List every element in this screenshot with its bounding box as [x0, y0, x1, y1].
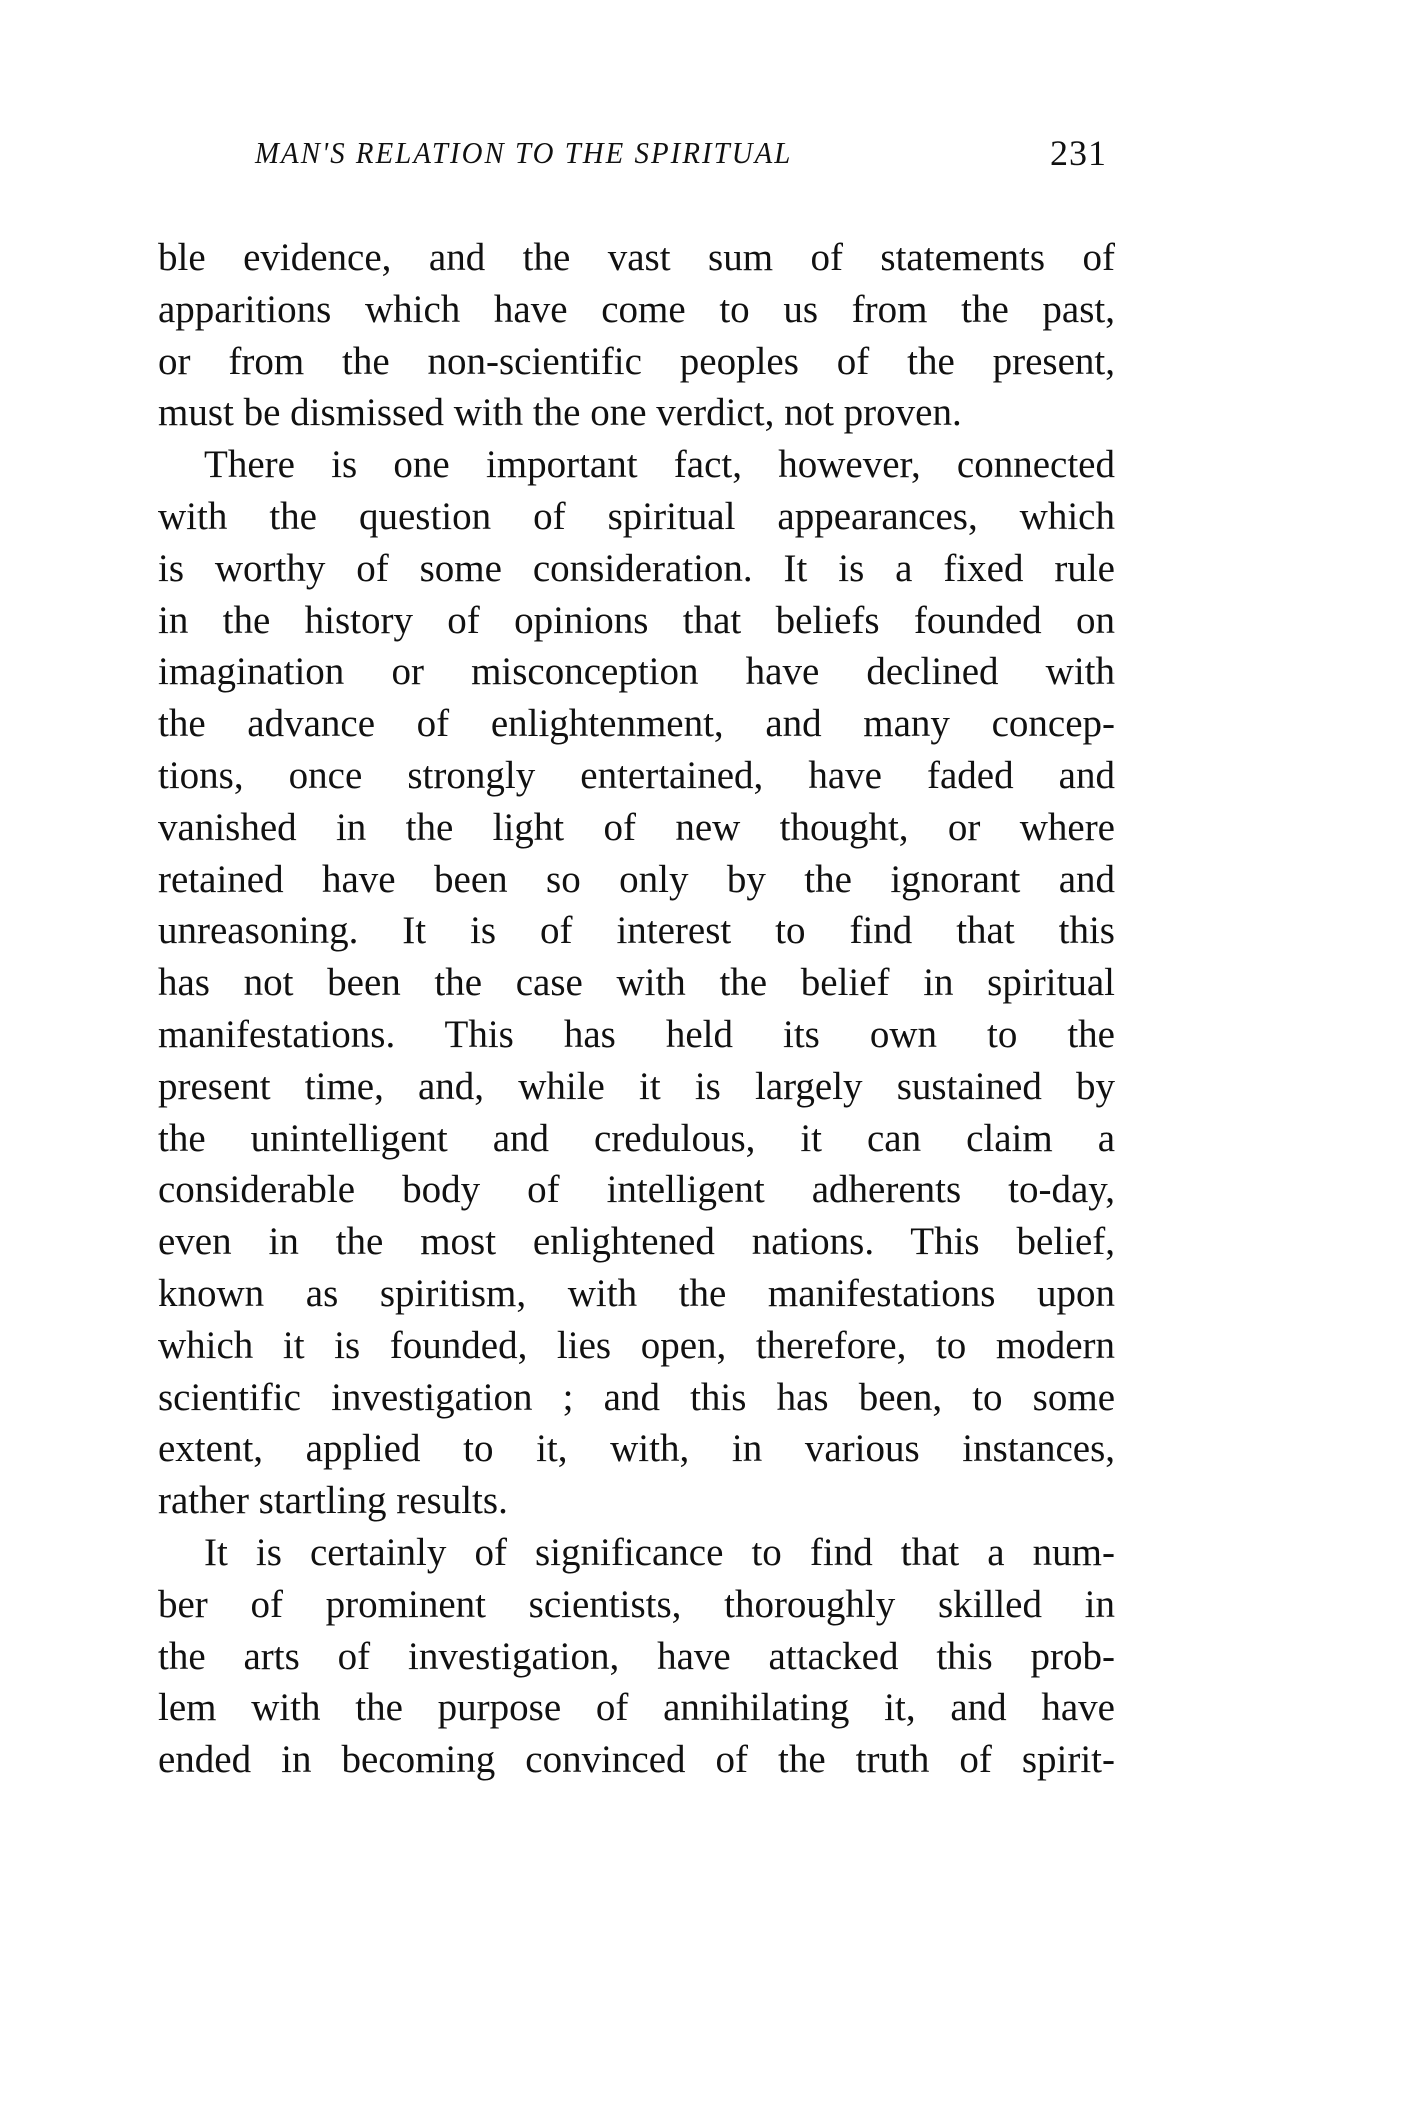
text-line: or from the non-scientific peoples of the present, — [158, 339, 1115, 383]
paragraph-1 — [158, 232, 1115, 439]
text-line: which it is founded, lies open, therefore, to modern — [158, 1323, 1115, 1367]
text-line: It is certainly of significance to find that a num- — [204, 1530, 1115, 1574]
text-line: unreasoning. It is of interest to find that this — [158, 909, 1115, 953]
paragraph-3 — [158, 1527, 1115, 1786]
running-title: MAN'S RELATION TO THE SPIRITUAL — [255, 135, 793, 170]
text-line: imagination or misconception have declined with — [158, 650, 1115, 694]
text-line: manifestations. This has held its own to the — [158, 1012, 1115, 1056]
text-line: retained have been so only by the ignorant and — [158, 857, 1115, 901]
running-head — [255, 128, 1115, 178]
text-line: the unintelligent and credulous, it can claim a — [158, 1116, 1115, 1160]
text-line: rather startling results. — [158, 1479, 508, 1523]
text-line: considerable body of intelligent adherents to-day, — [158, 1168, 1115, 1212]
body-text — [158, 232, 1115, 1786]
text-line: is worthy of some consideration. It is a fixed rule — [158, 546, 1115, 590]
text-line: vanished in the light of new thought, or where — [158, 805, 1115, 849]
text-line: lem with the purpose of annihilating it, and have — [158, 1686, 1115, 1730]
text-line: the arts of investigation, have attacked this prob- — [158, 1634, 1115, 1678]
text-line: must be dismissed with the one verdict, not proven. — [158, 391, 962, 435]
text-line: There is one important fact, however, connected — [204, 443, 1115, 487]
paragraph-2 — [158, 439, 1115, 1527]
text-line: ble evidence, and the vast sum of statements of — [158, 236, 1115, 279]
text-line: scientific investigation ; and this has been, to some — [158, 1375, 1115, 1419]
text-line: known as spiritism, with the manifestations upon — [158, 1271, 1115, 1315]
text-line: ber of prominent scientists, thoroughly skilled in — [158, 1582, 1115, 1626]
text-line: present time, and, while it is largely sustained by — [158, 1064, 1115, 1108]
page-number: 231 — [1050, 133, 1107, 173]
text-line: in the history of opinions that beliefs founded on — [158, 598, 1115, 642]
text-line: with the question of spiritual appearances, which — [158, 494, 1115, 538]
text-line: has not been the case with the belief in spiritual — [158, 961, 1115, 1005]
text-line: apparitions which have come to us from the past, — [158, 287, 1115, 331]
text-line: the advance of enlightenment, and many concep- — [158, 702, 1115, 746]
text-line: ended in becoming convinced of the truth of spirit- — [158, 1738, 1115, 1782]
text-line: tions, once strongly entertained, have faded and — [158, 753, 1115, 797]
text-line: even in the most enlightened nations. This belief, — [158, 1220, 1115, 1264]
text-line: extent, applied to it, with, in various instances, — [158, 1427, 1115, 1471]
